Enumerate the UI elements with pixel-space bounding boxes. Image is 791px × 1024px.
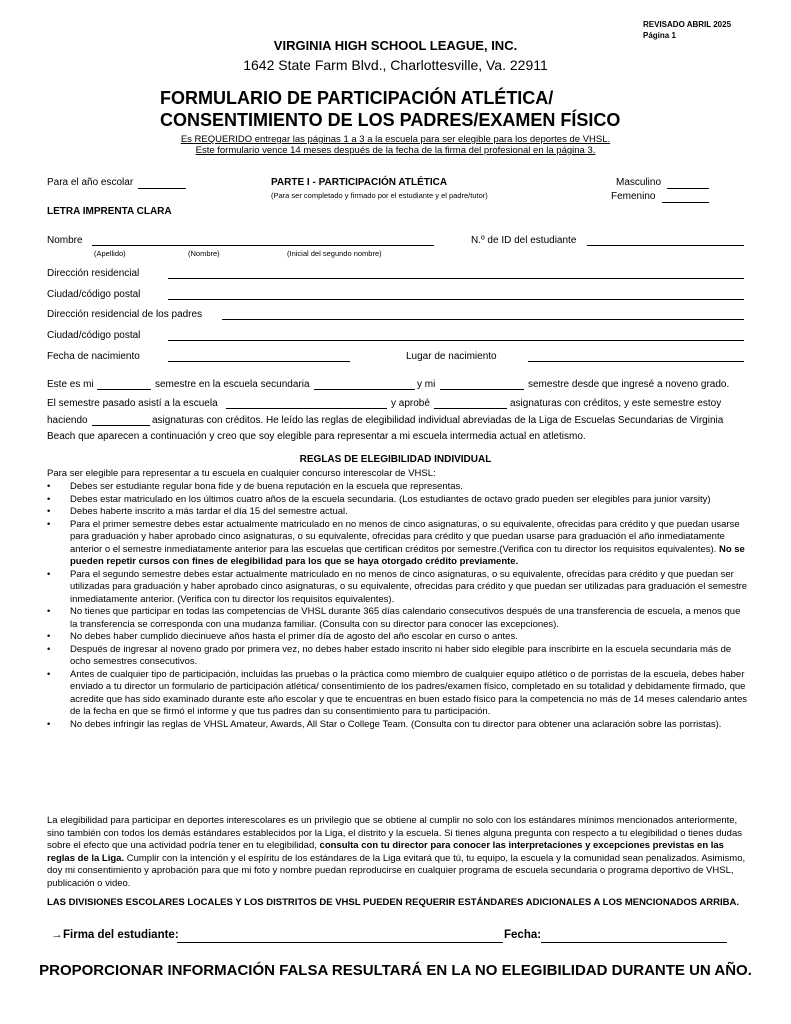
semester-text-4: semestre desde que ingresé a noveno grado.	[528, 379, 730, 390]
current-subjects-field[interactable]	[92, 425, 150, 426]
semester-ninth-field[interactable]	[440, 389, 524, 390]
last-name-hint: (Apellido)	[94, 249, 126, 258]
date-field[interactable]	[541, 942, 727, 943]
rule-item: • Debes ser estudiante regular bona fide y de buena reputación en la escuela que representas.	[47, 481, 749, 494]
birth-date-field[interactable]	[168, 361, 350, 362]
name-field[interactable]	[92, 245, 434, 246]
part1-title: PARTE I - PARTICIPACIÓN ATLÉTICA	[271, 177, 448, 188]
male-field[interactable]	[667, 188, 709, 189]
eligibility-paragraph	[47, 815, 749, 890]
female-field[interactable]	[662, 202, 709, 203]
signature-label: Firma del estudiante:	[63, 929, 179, 941]
birth-place-field[interactable]	[528, 361, 744, 362]
form-title-line1: FORMULARIO DE PARTICIPACIÓN ATLÉTICA/	[160, 88, 554, 108]
middle-initial-hint: (Inicial del segundo nombre)	[287, 249, 382, 258]
semester-high-school-field[interactable]	[97, 389, 151, 390]
rule-first-semester-bold: No se pueden repetir cursos con fines de elegibilidad para los que se haya otorgado crédito previamente.	[70, 543, 745, 567]
requirement-note: Es REQUERIDO entregar las páginas 1 a 3 a la escuela para ser elegible para los deportes de VHSL.	[180, 134, 611, 145]
last-semester-text-2: y aprobé	[391, 398, 430, 409]
arrow-icon: →	[51, 929, 63, 941]
semester-extra-field[interactable]	[314, 389, 415, 390]
paragraph-text-a: La elegibilidad para participar en deportes interescolares es un privilegio que se obtiene al cumplir no solo con los estándares mínimos mencionados anteriormente, sino también con todos los demás estándares establecidos por la Liga, el distrito y la escuela. Si tienes alguna pregunta con respecto a tu elegibilidad o tienes dudas sobre el efecto que una actividad podría tener en tu elegibilidad,	[47, 815, 742, 851]
semester-text-2: semestre en la escuela secundaria	[155, 379, 310, 390]
semester-text-1: Este es mi	[47, 379, 94, 390]
birth-place-label: Lugar de nacimiento	[406, 351, 497, 362]
parent-city-zip-field[interactable]	[168, 340, 744, 341]
parent-address-label: Dirección residencial de los padres	[47, 309, 203, 320]
student-id-field[interactable]	[587, 245, 744, 246]
city-zip-label: Ciudad/código postal	[47, 289, 141, 300]
current-subjects-text-1: haciendo	[47, 415, 88, 426]
current-subjects-text-3: Beach que aparecen a continuación y creo que soy elegible para representar a mi escuela intermedia actual en atletismo.	[47, 431, 586, 442]
rule-item: • Antes de cualquier tipo de participación, incluidas las pruebas o la práctica como miembro de cualquier equipo atlético o de porristas de la escuela, debes haber enviado a tu director un formulario de participación atlética/ consentimiento de los padres/examen físico, completado en su totalidad y debidamente firmado, que acredite que has sido examinado durante este año escolar y que te encuentras en buen estado físico para la competencia no más de 14 meses calendario antes de la fecha en que se firmó el informe y que tus padres dan su consentimiento para tu participación.	[47, 669, 749, 719]
rule-item: • Debes estar matriculado en los últimos cuatro años de la escuela secundaria. (Los estudiantes de octavo grado pueden ser elegibles para junior varsity)	[47, 494, 749, 507]
semester-text-3: y mi	[417, 379, 436, 390]
parent-address-field[interactable]	[222, 319, 744, 320]
rule-item: • No tienes que participar en todas las competencias de VHSL durante 365 días calendario consecutivos después de una transferencia de escuela, a menos que la transferencia se corresponda con una mudanza familiar. (Consulta con su director para conocer las excepciones).	[47, 606, 749, 631]
student-id-label: N.º de ID del estudiante	[471, 235, 577, 246]
rule-item: • Para el segundo semestre debes estar actualmente matriculado en no menos de cinco asignaturas, o su equivalente, ofrecidas para crédito y que puedan ser utilizadas para graduación y haber aprobado cinco asignaturas, o su equivalente, ofrecidas para crédito y que puedan ser utilizadas para graduación el semestre inmediatamente anterior. (Verifica con tu director los requisitos equivalentes).	[47, 569, 749, 607]
rules-list	[47, 481, 749, 731]
parent-city-zip-label: Ciudad/código postal	[47, 330, 141, 341]
rules-heading: REGLAS DE ELEGIBILIDAD INDIVIDUAL	[299, 454, 492, 465]
org-name: VIRGINIA HIGH SCHOOL LEAGUE, INC.	[273, 38, 518, 53]
passed-subjects-field[interactable]	[434, 408, 507, 409]
date-label: Fecha:	[504, 929, 542, 941]
school-year-label: Para el año escolar	[47, 177, 134, 188]
male-label: Masculino	[616, 177, 662, 188]
last-semester-text-1: El semestre pasado asistí a la escuela	[47, 398, 218, 409]
rule-item: • No debes haber cumplido diecinueve años hasta el primer día de agosto del año escolar en curso o antes.	[47, 631, 749, 644]
rule-item-first-semester	[47, 519, 749, 569]
rule-item: • Debes haberte inscrito a más tardar el día 15 del semestre actual.	[47, 506, 749, 519]
form-title-line2: CONSENTIMIENTO DE LOS PADRES/EXAMEN FÍSICO	[160, 110, 621, 130]
rules-intro: Para ser elegible para representar a tu escuela en cualquier concurso interescolar de VHSL:	[47, 468, 436, 479]
current-subjects-text-2: asignaturas con créditos. He leído las reglas de elegibilidad individual abreviadas de la Liga de Escuelas Secundarias de Virginia	[152, 415, 724, 426]
paragraph-bold: consulta con tu director para conocer las interpretaciones y excepciones previstas en las reglas de la Liga.	[47, 840, 724, 864]
name-label: Nombre	[47, 235, 83, 246]
print-clearly-label: LETRA IMPRENTA CLARA	[47, 206, 172, 217]
first-name-hint: (Nombre)	[188, 249, 220, 258]
page-number: Página 1	[643, 31, 676, 40]
rule-item: • Después de ingresar al noveno grado por primera vez, no debes haber estado inscrito ni haber sido elegible para inscribirte en la escuela secundaria más de ocho semestres consecutivos.	[47, 644, 749, 669]
additional-standards-note: LAS DIVISIONES ESCOLARES LOCALES Y LOS DISTRITOS DE VHSL PUEDEN REQUERIR ESTÁNDARES ADICIONALES A LOS MENCIONADOS ARRIBA.	[47, 897, 739, 908]
expiration-note: Este formulario vence 14 meses después de la fecha de la firma del profesional en la página 3.	[195, 145, 596, 156]
false-info-warning: PROPORCIONAR INFORMACIÓN FALSA RESULTARÁ EN LA NO ELEGIBILIDAD DURANTE UN AÑO.	[39, 962, 752, 979]
paragraph-text-b: Cumplir con la intención y el espíritu de los estándares de la Liga evitará que tú, tu equipo, la escuela y la comunidad sean penalizados. Asimismo, doy mi consentimiento y aprobación para que mi foto y nombre puedan reproducirse en cualquier programa de escuela secundaria o programa deportivo de VHSL, publicación o video.	[47, 852, 746, 889]
last-semester-text-3: asignaturas con créditos, y este semestre estoy	[510, 398, 722, 409]
org-address: 1642 State Farm Blvd., Charlottesville, Va. 22911	[243, 57, 548, 73]
city-zip-field[interactable]	[168, 299, 744, 300]
birth-date-label: Fecha de nacimiento	[47, 351, 140, 362]
revision-date: REVISADO ABRIL 2025	[643, 20, 732, 29]
part1-subtitle: (Para ser completado y firmado por el estudiante y el padre/tutor)	[271, 191, 488, 200]
female-label: Femenino	[611, 191, 656, 202]
address-field[interactable]	[168, 278, 744, 279]
last-school-field[interactable]	[226, 408, 387, 409]
rule-first-semester-text: Para el primer semestre debes estar actualmente matriculado en no menos de cinco asignaturas, o su equivalente, ofrecidas para crédito y que puedan usarse para graduación y haber aprobado cinco asignaturas, o su equivalente, ofrecidas para crédito y que puedan usarse para graduación el año inmediatamente anterior o el semestre inmediatamente anterior para las escuelas que certifican créditos por semestre.(Verifica con tu director los requisitos equivalentes).	[70, 518, 740, 555]
rule-item: • No debes infringir las reglas de VHSL Amateur, Awards, All Star o College Team. (Consulta con tu director para obtener una aclaración sobre las porristas).	[47, 719, 749, 732]
signature-field[interactable]	[177, 942, 503, 943]
school-year-field[interactable]	[138, 188, 186, 189]
address-label: Dirección residencial	[47, 268, 140, 279]
